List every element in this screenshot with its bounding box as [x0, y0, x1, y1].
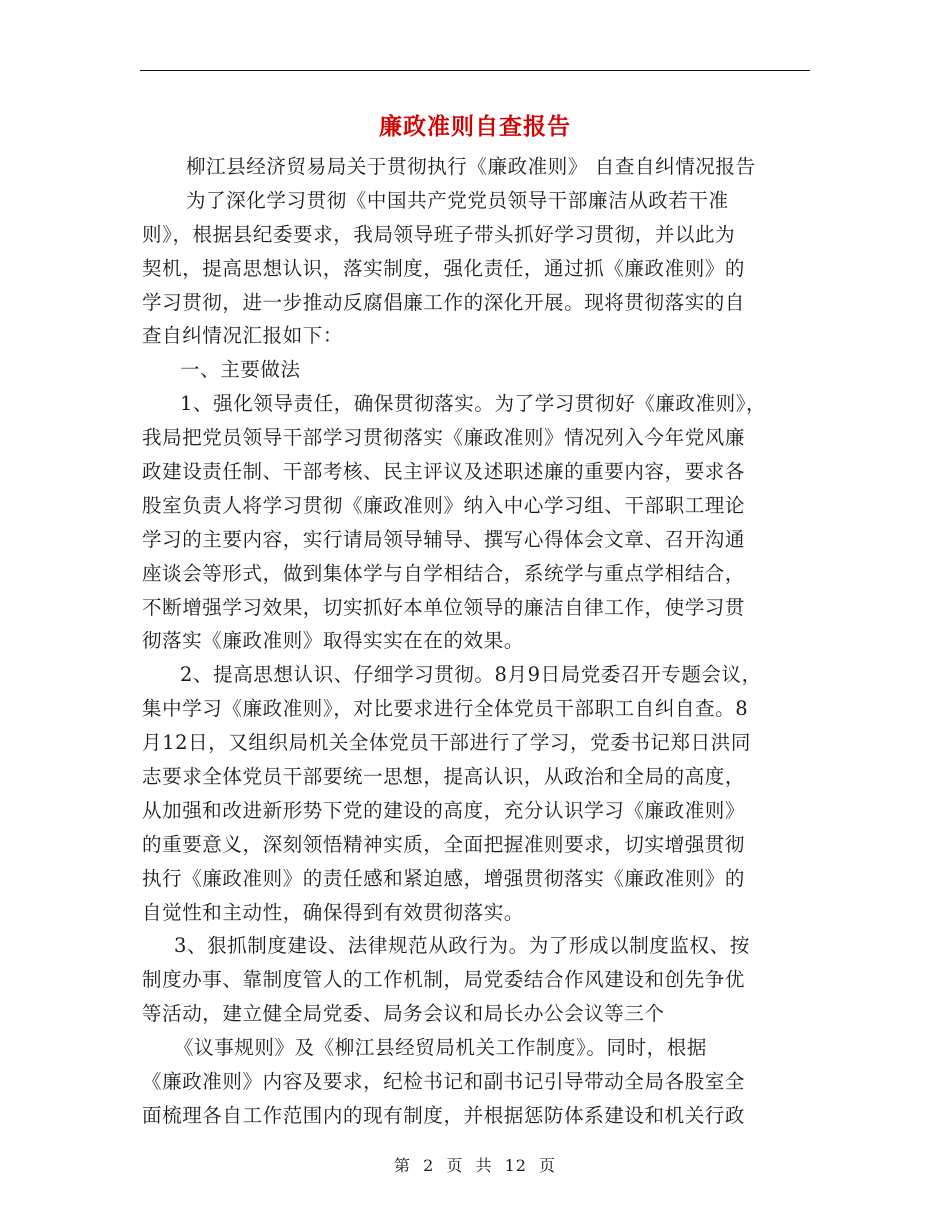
document-title: 廉政准则自查报告	[379, 113, 571, 140]
paragraph-line: 志要求全体党员干部要统一思想，提高认识，从政治和全局的高度，	[142, 765, 746, 789]
report-subtitle-line: 柳江县经济贸易局关于贯彻执行《廉政准则》 自查自纠情况报告	[186, 155, 756, 178]
paragraph-line: 为了深化学习贯彻《中国共产党党员领导干部廉洁从政若干准	[186, 188, 729, 212]
page-label-total-prefix: 共	[475, 1156, 493, 1175]
page-footer	[0, 1153, 950, 1176]
paragraph-line: 座谈会等形式，做到集体学与自学相结合，系统学与重点学相结合，	[142, 561, 746, 585]
header-rule	[140, 70, 810, 71]
page-number: 2	[423, 1156, 435, 1175]
paragraph-line: 《廉政准则》内容及要求，纪检书记和副书记引导带动全局各股室全	[142, 1070, 746, 1094]
paragraph-line: 3、狠抓制度建设、法律规范从政行为。为了形成以制度监权、按	[174, 934, 750, 958]
paragraph-line: 集中学习《廉政准则》，对比要求进行全体党员干部职工自纠自查。8	[142, 697, 749, 721]
page-label-suffix: 页	[539, 1156, 557, 1175]
paragraph-line: 学习的主要内容，实行请局领导辅导、撰写心得体会文章、召开沟通	[142, 527, 746, 551]
paragraph-line: 月12日，又组织局机关全体党员干部进行了学习，党委书记郑日洪同	[142, 731, 751, 755]
paragraph-line: 我局把党员领导干部学习贯彻落实《廉政准则》情况列入今年党风廉	[142, 426, 746, 450]
paragraph-line: 彻落实《廉政准则》取得实实在在的效果。	[142, 629, 524, 653]
paragraph-line: 2、提高思想认识、仔细学习贯彻。8月9日局党委召开专题会议，	[180, 663, 762, 687]
paragraph-line: 自觉性和主动性，确保得到有效贯彻落实。	[142, 900, 524, 924]
paragraph-line: 面梳理各自工作范围内的现有制度，并根据惩防体系建设和机关行政	[142, 1103, 746, 1127]
paragraph-line: 查自纠情况汇报如下：	[142, 324, 344, 348]
section-heading: 一、主要做法	[180, 358, 301, 382]
paragraph-line: 从加强和改进新形势下党的建设的高度，充分认识学习《廉政准则》	[142, 798, 746, 822]
paragraph-line: 1、强化领导责任，确保贯彻落实。为了学习贯彻好《廉政准则》，	[180, 392, 767, 416]
paragraph-line: 股室负责人将学习贯彻《廉政准则》纳入中心学习组、干部职工理论	[142, 493, 746, 517]
paragraph-line: 执行《廉政准则》的责任感和紧迫感，增强贯彻落实《廉政准则》的	[142, 866, 746, 890]
paragraph-line: 学习贯彻，进一步推动反腐倡廉工作的深化开展。现将贯彻落实的自	[142, 290, 746, 314]
total-pages: 12	[504, 1156, 527, 1175]
paragraph-line: 等活动，建立健全局党委、局务会议和局长办公会议等三个	[142, 1002, 665, 1026]
paragraph-line: 的重要意义，深刻领悟精神实质，全面把握准则要求，切实增强贯彻	[142, 832, 746, 856]
document-body	[142, 150, 822, 1133]
paragraph-line: 则》，根据县纪委要求，我局领导班子带头抓好学习贯彻，并以此为	[142, 222, 736, 246]
paragraph-line: 制度办事、靠制度管人的工作机制，局党委结合作风建设和创先争优	[142, 968, 746, 992]
paragraph-line: 政建设责任制、干部考核、民主评议及述职述廉的重要内容，要求各	[142, 460, 746, 484]
paragraph-line: 《议事规则》及《柳江县经贸局机关工作制度》。同时，根据	[174, 1036, 707, 1060]
page-label-prefix: 第	[393, 1156, 411, 1175]
paragraph-line: 契机，提高思想认识，落实制度，强化责任，通过抓《廉政准则》的	[142, 256, 746, 280]
paragraph-line: 不断增强学习效果，切实抓好本单位领导的廉洁自律工作，使学习贯	[142, 595, 746, 619]
page-label-mid: 页	[446, 1156, 464, 1175]
